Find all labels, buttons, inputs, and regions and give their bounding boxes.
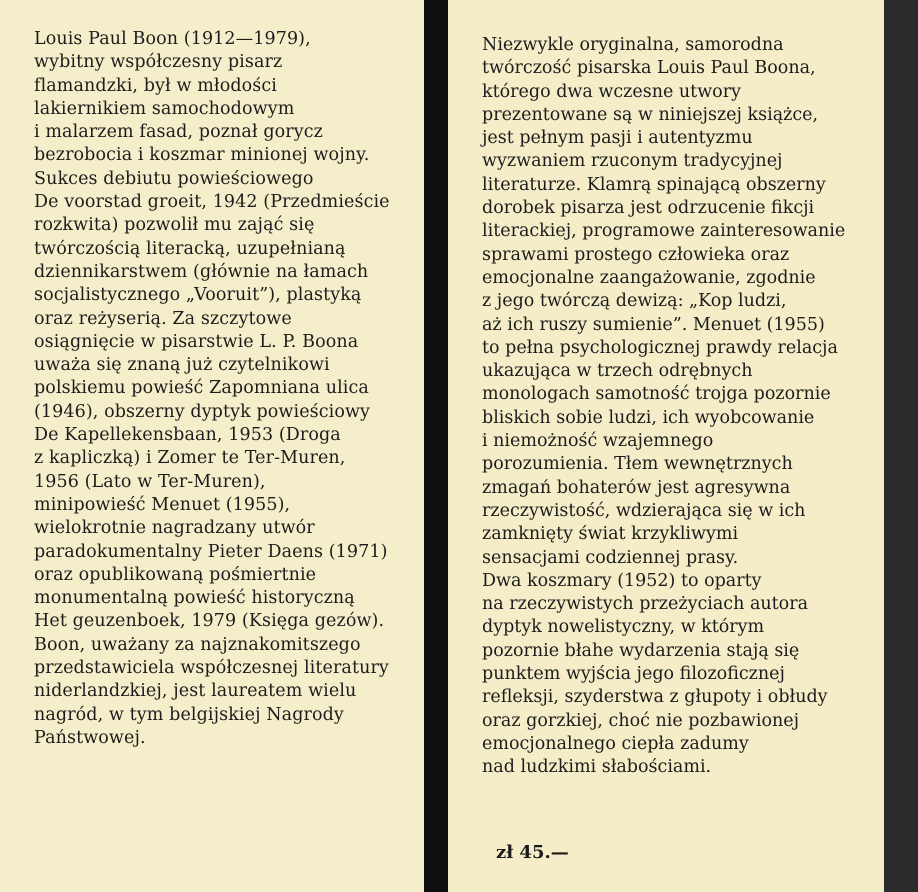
price-label: zł 45.— — [496, 842, 569, 863]
right-edge-shadow — [884, 0, 918, 892]
book-description-text: Niezwykle oryginalna, samorodna twórczość pisarska Louis Paul Boona, którego dwa wczesne utwory prezentowane są w niniejszej książce, jest pełnym pasji i autentyzmu wyzwaniem rzuconym tradycyjnej literaturze. Klamrą spinającą obszerny dorobek pisarza jest odrzucenie fikcji literackiej, programowe zainteresowanie sprawami prostego człowieka oraz emocjonalne zaangażowanie, zgodnie z jego twórczą dewizą: „Kop ludzi, aż ich ruszy sumienie”. Menuet (1955) to pełna psychologicznej prawdy relacja ukazująca w trzech odrębnych monologach samotność trojga pozornie bliskich sobie ludzi, ich wyobcowanie i niemożność wzajemnego porozumienia. Tłem wewnętrznych zmagań bohaterów jest agresywna rzeczywistość, wdzierająca się w ich zamknięty świat krzykliwymi sensacjami codziennej prasy. Dwa koszmary (1952) to oparty na rzeczywistych przeżyciach autora dyptyk nowelistyczny, w którym pozornie błahe wydarzenia stają się punktem wyjścia jego filozoficznej refleksji, szyderstwa z głupoty i obłudy oraz gorzkiej, choć nie pozbawionej emocjonalnego ciepła zadumy nad ludzkimi słabościami. — [482, 35, 846, 778]
center-gutter-shadow — [424, 0, 448, 892]
author-biography-text: Louis Paul Boon (1912—1979), wybitny współczesny pisarz flamandzki, był w młodości lakiernikiem samochodowym i malarzem fasad, poznał gorycz bezrobocia i koszmar minionej wojny. Sukces debiutu powieściowego De voorstad groeit, 1942 (Przedmieście rozkwita) pozwolił mu zająć się twórczością literacką, uzupełnianą dziennikarstwem (głównie na łamach socjalistycznego „Vooruit”), plastyką oraz reżyserią. Za szczytowe osiągnięcie w pisarstwie L. P. Boona uważa się znaną już czytelnikowi polskiemu powieść Zapomniana ulica (1946), obszerny dyptyk powieściowy De Kapellekensbaan, 1953 (Droga z kapliczką) i Zomer te Ter-Muren, 1956 (Lato w Ter-Muren), minipowieść Menuet (1955), wielokrotnie nagradzany utwór paradokumentalny Pieter Daens (1971) oraz opublikowaną pośmiertnie monumentalną powieść historyczną Het geuzenboek, 1979 (Księga gezów). Boon, uważany za najznakomitszego przedstawiciela współczesnej literatury niderlandzkiej, jest laureatem wielu nagród, w tym belgijskiej Nagrody Państwowej. — [34, 29, 390, 748]
